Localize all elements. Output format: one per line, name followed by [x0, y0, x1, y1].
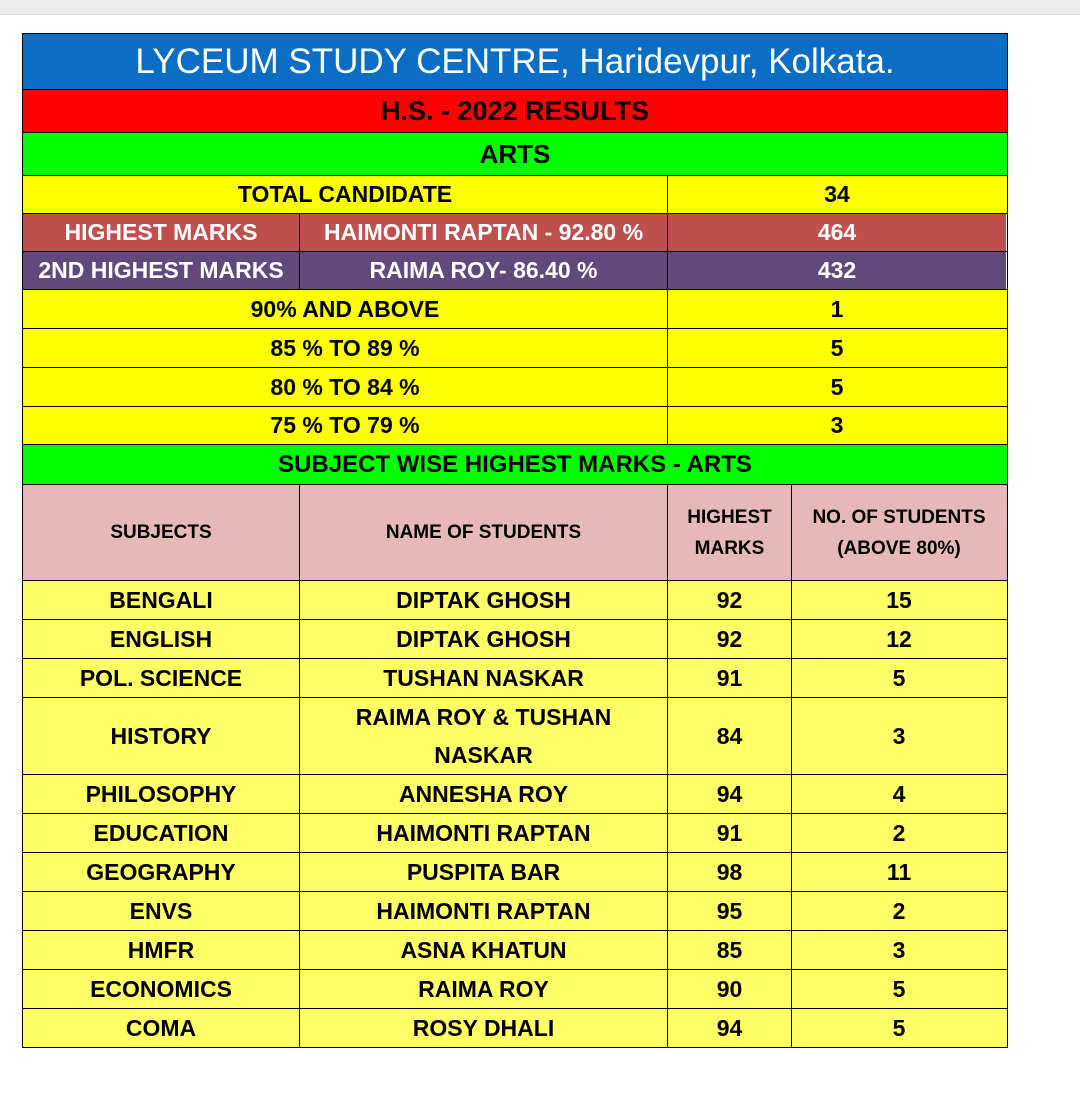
highest-marks-label: HIGHEST MARKS — [23, 214, 299, 251]
range-count: 5 — [667, 329, 1006, 367]
range-row — [22, 407, 1008, 445]
highest-marks-cell: 94 — [667, 1009, 791, 1047]
subject-cell: EDUCATION — [93, 819, 229, 846]
subject-cell: COMA — [125, 1014, 197, 1041]
total-candidate-label: TOTAL CANDIDATE — [237, 181, 453, 207]
highest-marks-value: 464 — [667, 214, 1006, 251]
range-label: 75 % TO 79 % — [270, 412, 420, 438]
student-name-cell: HAIMONTI RAPTAN — [299, 814, 667, 852]
column-header-row — [22, 485, 1008, 581]
subject-cell: POL. SCIENCE — [79, 664, 243, 691]
student-count-cell: 4 — [791, 775, 1006, 813]
student-name-line1: RAIMA ROY & TUSHAN — [355, 704, 612, 730]
total-candidate-value: 34 — [667, 176, 1006, 213]
student-count-cell: 11 — [791, 853, 1006, 891]
second-highest-student: RAIMA ROY- 86.40 % — [299, 252, 667, 289]
student-name-cell: HAIMONTI RAPTAN — [299, 892, 667, 930]
student-name-cell: RAIMA ROY — [299, 970, 667, 1008]
range-count: 5 — [667, 368, 1006, 406]
highest-marks-cell: 92 — [667, 620, 791, 658]
stream-row — [22, 133, 1008, 176]
student-name-cell: DIPTAK GHOSH — [299, 581, 667, 619]
total-candidate-row — [22, 176, 1008, 214]
highest-marks-cell: 95 — [667, 892, 791, 930]
col-header-subjects: SUBJECTS — [110, 522, 212, 543]
subject-cell: HISTORY — [110, 723, 212, 749]
student-count-cell: 5 — [791, 1009, 1006, 1047]
subject-cell: GEOGRAPHY — [86, 858, 236, 885]
subject-cell: ENGLISH — [109, 625, 213, 652]
subject-section-row — [22, 445, 1008, 485]
range-count: 3 — [667, 407, 1006, 444]
subject-cell: HMFR — [127, 936, 195, 963]
highest-marks-cell: 84 — [667, 698, 791, 774]
col-header-highest-line2: MARKS — [694, 537, 765, 559]
table-row — [22, 1009, 1008, 1048]
second-highest-row — [22, 252, 1008, 290]
app-top-bar — [0, 0, 1080, 15]
table-row — [22, 581, 1008, 620]
highest-marks-student: HAIMONTI RAPTAN - 92.80 % — [299, 214, 667, 251]
results-title: H.S. - 2022 RESULTS — [23, 90, 1007, 132]
highest-marks-cell: 92 — [667, 581, 791, 619]
student-name-cell: ANNESHA ROY — [299, 775, 667, 813]
student-name-cell: PUSPITA BAR — [299, 853, 667, 891]
col-header-student-count — [791, 485, 1006, 580]
centre-title: LYCEUM STUDY CENTRE, Haridevpur, Kolkata. — [23, 34, 1007, 89]
subject-cell: PHILOSOPHY — [85, 780, 237, 807]
student-name-cell — [299, 698, 667, 774]
highest-marks-row — [22, 214, 1008, 252]
highest-marks-cell: 91 — [667, 814, 791, 852]
table-row — [22, 620, 1008, 659]
highest-marks-cell: 98 — [667, 853, 791, 891]
col-header-highest-line1: HIGHEST — [687, 506, 772, 528]
student-name-cell: ASNA KHATUN — [299, 931, 667, 969]
highest-marks-cell: 94 — [667, 775, 791, 813]
highest-marks-cell: 85 — [667, 931, 791, 969]
stream-title: ARTS — [23, 133, 1007, 175]
range-row — [22, 290, 1008, 329]
student-name-line2: NASKAR — [434, 742, 533, 768]
student-name-cell: DIPTAK GHOSH — [299, 620, 667, 658]
table-row — [22, 853, 1008, 892]
range-label: 85 % TO 89 % — [270, 334, 420, 361]
col-header-highest-marks — [667, 485, 791, 580]
table-row — [22, 659, 1008, 698]
subject-cell: ENVS — [129, 897, 193, 924]
subject-section-title: SUBJECT WISE HIGHEST MARKS - ARTS — [23, 445, 1007, 484]
student-name-cell: ROSY DHALI — [299, 1009, 667, 1047]
range-label: 80 % TO 84 % — [270, 373, 420, 400]
subject-cell: ECONOMICS — [90, 975, 232, 1002]
second-highest-value: 432 — [667, 252, 1006, 289]
subject-cell: BENGALI — [109, 586, 213, 613]
results-row — [22, 90, 1008, 133]
range-row — [22, 368, 1008, 407]
table-row — [22, 698, 1008, 775]
student-name-cell: TUSHAN NASKAR — [299, 659, 667, 697]
student-count-cell: 5 — [791, 659, 1006, 697]
table-row — [22, 970, 1008, 1009]
table-row — [22, 892, 1008, 931]
student-count-cell: 3 — [791, 931, 1006, 969]
table-row — [22, 814, 1008, 853]
col-header-count-line1: NO. OF STUDENTS — [812, 506, 986, 528]
student-count-cell: 2 — [791, 892, 1006, 930]
col-header-names: NAME OF STUDENTS — [299, 485, 667, 580]
range-label: 90% AND ABOVE — [250, 295, 440, 322]
table-row — [22, 931, 1008, 970]
range-count: 1 — [667, 290, 1006, 328]
student-count-cell: 12 — [791, 620, 1006, 658]
results-sheet — [22, 33, 1008, 1048]
highest-marks-cell: 91 — [667, 659, 791, 697]
student-count-cell: 15 — [791, 581, 1006, 619]
second-highest-label: 2ND HIGHEST MARKS — [23, 252, 299, 289]
title-row — [22, 33, 1008, 90]
student-count-cell: 5 — [791, 970, 1006, 1008]
highest-marks-cell: 90 — [667, 970, 791, 1008]
col-header-count-line2: (ABOVE 80%) — [837, 537, 961, 559]
student-count-cell: 2 — [791, 814, 1006, 852]
table-row — [22, 775, 1008, 814]
student-count-cell: 3 — [791, 698, 1006, 774]
range-row — [22, 329, 1008, 368]
